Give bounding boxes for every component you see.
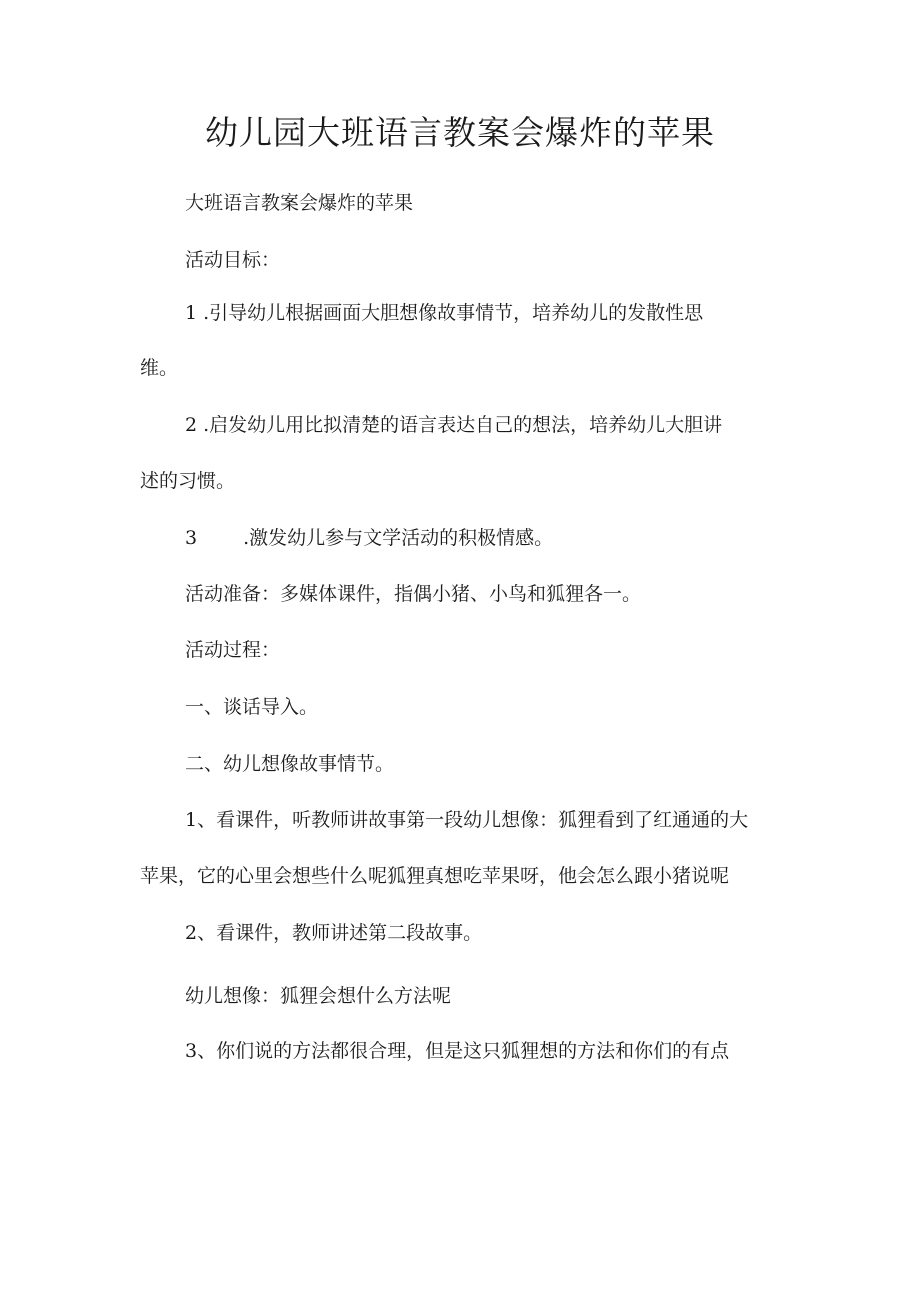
step-two-line: 二、幼儿想像故事情节。 [185,753,395,775]
objectives-heading: 活动目标： [185,249,281,271]
item-1-line-1: 1、看课件，听教师讲故事第一段幼儿想像：狐狸看到了红通通的大 [185,809,749,831]
step-one-line: 一、谈话导入。 [185,696,319,718]
objective-2-line-2: 述的习惯。 [140,470,236,492]
objective-3-number: 3 [185,527,198,549]
subtitle-line: 大班语言教案会爆炸的苹果 [185,192,414,214]
process-heading: 活动过程： [185,639,281,661]
objective-1-line-2: 维。 [140,357,179,379]
objective-2-line-1: 2 .启发幼儿用比拟清楚的语言表达自己的想法，培养幼儿大胆讲 [185,414,723,436]
preparation-line: 活动准备：多媒体课件，指偶小猪、小鸟和狐狸各一。 [185,583,642,605]
objective-3-text: .激发幼儿参与文学活动的积极情感。 [243,527,554,549]
item-3-line-1: 3、你们说的方法都很合理，但是这只狐狸想的方法和你们的有点 [185,1040,730,1062]
document-title: 幼儿园大班语言教案会爆炸的苹果 [205,113,715,152]
objective-3-line [185,524,553,552]
objective-1-line-1: 1 .引导幼儿根据画面大胆想像故事情节，培养幼儿的发散性思 [185,302,704,324]
item-2-followup-line: 幼儿想像：狐狸会想什么方法呢 [185,985,452,1007]
item-2-line: 2、看课件，教师讲述第二段故事。 [185,922,483,944]
item-1-line-2: 苹果，它的心里会想些什么呢狐狸真想吃苹果呀，他会怎么跟小猪说呢 [140,865,730,887]
